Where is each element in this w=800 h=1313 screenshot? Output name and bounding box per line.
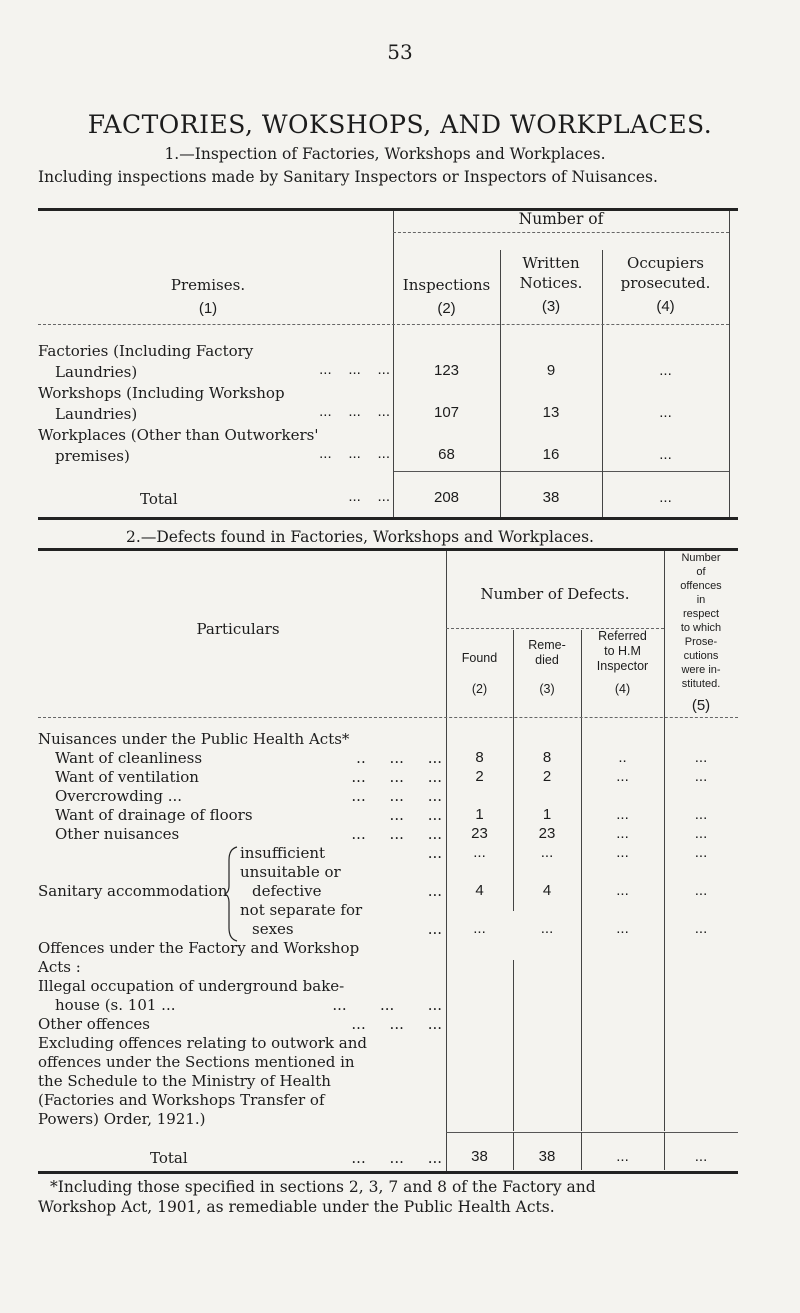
acts-heading: Offences under the Factory and Workshop <box>38 939 360 957</box>
offences-header-line: Number <box>681 552 721 564</box>
nuisances-heading: Nuisances under the Public Health Acts* <box>38 730 350 748</box>
referred-value: ... <box>616 806 629 823</box>
col-prosecuted-header-1: Occupiers <box>627 254 704 272</box>
particulars-label: Overcrowding ... <box>55 787 182 805</box>
referred-value: ... <box>616 920 629 937</box>
particulars-label: Want of ventilation <box>55 768 199 786</box>
leader-dots: .. ... ... <box>356 749 442 767</box>
offences-value: ... <box>694 806 708 823</box>
leader-dots: ... ... ... <box>319 445 390 462</box>
col-referred-header-1: Referred <box>598 629 647 643</box>
col-premises-header: Premises. <box>170 276 246 294</box>
leader-dots: ... ... ... <box>351 768 442 786</box>
leader-dots: ... ... <box>348 488 390 505</box>
notices-value: 9 <box>546 362 556 379</box>
particulars-label: Want of cleanliness <box>55 749 203 767</box>
found-value: ... <box>473 920 486 937</box>
found-value: 8 <box>475 749 484 766</box>
prosecuted-value: ... <box>659 404 672 421</box>
premises-label: premises) <box>55 447 130 465</box>
offences-header-line: stituted. <box>681 678 721 690</box>
remedied-value: 2 <box>542 768 552 785</box>
excluding-note: offences under the Sections mentioned in <box>38 1053 355 1071</box>
col-referred-number: (4) <box>614 682 631 696</box>
illegal-occupation-label: house (s. 101 ... <box>55 996 176 1014</box>
offences-value: ... <box>694 920 708 937</box>
footnote: Workshop Act, 1901, as remediable under the Public Health Acts. <box>38 1198 555 1216</box>
excluding-note: (Factories and Workshops Transfer of <box>38 1091 325 1109</box>
offences-header-line: of <box>696 566 706 578</box>
sanitary-label: Sanitary accommodation <box>38 882 228 900</box>
remedied-value: 1 <box>542 806 552 823</box>
offences-header-line: Prose- <box>684 636 718 648</box>
excluding-note: Excluding offences relating to outwork and <box>38 1034 367 1052</box>
prosecuted-value: ... <box>659 446 672 463</box>
total-found: 38 <box>471 1148 488 1165</box>
sanitary-item-label: sexes <box>252 920 294 938</box>
total-offences: ... <box>694 1148 708 1165</box>
total-inspections: 208 <box>433 489 460 506</box>
offences-header-line: to which <box>680 622 722 634</box>
col-found-number: (2) <box>471 682 488 696</box>
col-referred-header-2: to H.M <box>604 644 641 658</box>
offences-value: ... <box>694 749 708 766</box>
premises-label: Factories (Including Factory <box>38 342 254 360</box>
excluding-note: the Schedule to the Ministry of Health <box>38 1072 331 1090</box>
total-referred: ... <box>616 1148 629 1165</box>
leader-dots: ... ... ... <box>332 996 442 1014</box>
col-inspections-header: Inspections <box>402 276 491 294</box>
offences-header-line: were in- <box>681 664 721 676</box>
notices-value: 13 <box>542 404 560 421</box>
notices-value: 16 <box>542 446 560 463</box>
referred-value: ... <box>616 882 629 899</box>
acts-heading: Acts : <box>38 958 81 976</box>
offences-header-line: respect <box>682 608 720 620</box>
remedied-value: 4 <box>542 882 552 899</box>
total-prosecuted: ... <box>659 489 672 506</box>
referred-value: ... <box>616 844 629 861</box>
col-referred-header-3: Inspector <box>596 659 649 673</box>
referred-value: ... <box>616 768 629 785</box>
inspections-value: 68 <box>438 446 455 463</box>
col-premises-number: (1) <box>198 300 218 317</box>
total-label: Total <box>140 490 178 508</box>
col-prosecuted-number: (4) <box>656 298 675 315</box>
offences-value: ... <box>694 768 708 785</box>
remedied-value: ... <box>540 844 554 861</box>
offences-header-line: offences <box>680 580 722 592</box>
leader-dots: ... ... ... <box>319 361 390 378</box>
brace-icon <box>225 846 239 942</box>
premises-label: Laundries) <box>55 405 138 423</box>
leader-dots: ... ... <box>389 806 442 824</box>
offences-header-line: cutions <box>683 650 719 662</box>
found-value: 2 <box>475 768 484 785</box>
leader-dots: ... ... ... <box>351 787 442 805</box>
number-of-defects-header: Number of Defects. <box>480 585 630 603</box>
found-value: 23 <box>471 825 488 842</box>
remedied-value: 8 <box>542 749 552 766</box>
found-value: 1 <box>475 806 484 823</box>
col-found-header: Found <box>461 651 498 665</box>
total-label: Total <box>150 1149 188 1167</box>
premises-label: Laundries) <box>55 363 138 381</box>
leader-dots: ... ... ... <box>351 1149 442 1167</box>
premises-label: Workshops (Including Workshop <box>38 384 285 402</box>
particulars-label: Want of drainage of floors <box>55 806 253 824</box>
section2-heading: 2.—Defects found in Factories, Workshops and Workplaces. <box>126 528 594 546</box>
col-notices-header-1: Written <box>522 254 580 272</box>
col-remedied-header-1: Reme- <box>528 638 566 652</box>
page-number: 53 <box>387 40 413 64</box>
number-of-header: Number of <box>518 210 604 228</box>
illegal-occupation-label: Illegal occupation of underground bake- <box>38 977 345 995</box>
section1-heading: 1.—Inspection of Factories, Workshops and Workplaces. <box>164 145 606 163</box>
particulars-label: Other nuisances <box>55 825 180 843</box>
leader-dots: ... <box>427 920 442 938</box>
remedied-value: ... <box>540 920 554 937</box>
footnote: *Including those specified in sections 2, 3, 7 and 8 of the Factory and <box>50 1178 596 1196</box>
col-offences-header <box>664 551 738 691</box>
col-inspections-number: (2) <box>437 300 456 317</box>
sanitary-item-label: insufficient <box>240 844 326 862</box>
offences-value: ... <box>694 882 708 899</box>
col-offences-number: (5) <box>691 697 711 714</box>
col-prosecuted-header-2: prosecuted. <box>620 274 711 292</box>
inspections-value: 107 <box>433 404 460 421</box>
prosecuted-value: ... <box>659 362 672 379</box>
offences-value: ... <box>694 825 708 842</box>
found-value: ... <box>473 844 486 861</box>
col-notices-header-2: Notices. <box>519 274 583 292</box>
leader-dots: ... ... ... <box>319 403 390 420</box>
leader-dots: ... <box>427 882 442 900</box>
col-remedied-header-2: died <box>535 653 559 667</box>
inspections-value: 123 <box>433 362 460 379</box>
sanitary-item-label: defective <box>252 882 322 900</box>
leader-dots: ... <box>427 844 442 862</box>
remedied-value: 23 <box>538 825 556 842</box>
offences-header-line: in <box>696 594 706 606</box>
excluding-note: Powers) Order, 1921.) <box>38 1110 206 1128</box>
referred-value: .. <box>618 749 627 766</box>
sanitary-item-label: not separate for <box>240 901 363 919</box>
leader-dots: ... ... ... <box>351 1015 442 1033</box>
sanitary-item-label: unsuitable or <box>240 863 341 881</box>
section1-subheading: Including inspections made by Sanitary Inspectors or Inspectors of Nuisances. <box>38 168 658 186</box>
referred-value: ... <box>616 825 629 842</box>
premises-label: Workplaces (Other than Outworkers' <box>38 426 319 444</box>
page-title: FACTORIES, WOKSHOPS, AND WORKPLACES. <box>87 110 713 139</box>
offences-value: ... <box>694 844 708 861</box>
col-remedied-number: (3) <box>539 682 555 696</box>
total-remedied: 38 <box>538 1148 556 1165</box>
total-notices: 38 <box>542 489 560 506</box>
col-particulars-header: Particulars <box>196 620 280 638</box>
other-offences-label: Other offences <box>38 1015 151 1033</box>
found-value: 4 <box>475 882 484 899</box>
col-notices-number: (3) <box>541 298 561 315</box>
leader-dots: ... ... ... <box>351 825 442 843</box>
